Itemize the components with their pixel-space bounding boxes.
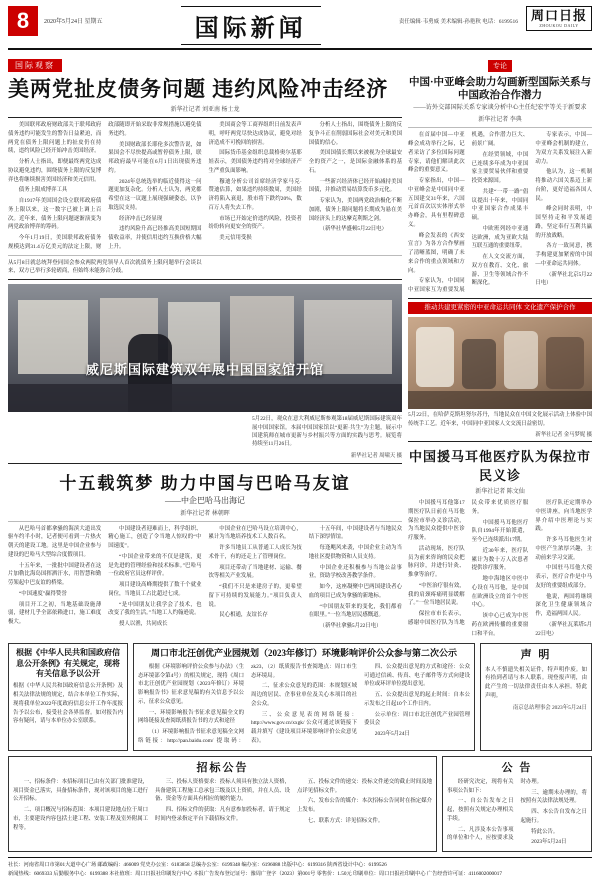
content-grid xyxy=(8,55,592,638)
footer-line-1: 社长：河南省周口市第01大道中心广场 邮政编码：466009 党史办公室：6183858 总编办公室：6199348 编办室：6196088 出版中心：6199316 陕西省设计中心：6199526 xyxy=(8,862,387,869)
paragraph: 四、本公告自发布之日起施行。 xyxy=(520,809,587,824)
notice-right-sign: 南京总站理事会 2023年5月24日 xyxy=(512,704,587,711)
logo-chinese: 周口日报 xyxy=(530,8,587,23)
paragraph: 一些新兴经济体已经开始减持美国国债，并推动贸易结算货币多元化。 xyxy=(308,178,402,194)
section-title: 国际新闻 xyxy=(181,6,321,45)
paragraph: “中国企业带来的不仅是建筑，更是先进的管理经验和技术标准。”巴哈马一位政府官员这样评价。 xyxy=(108,553,202,578)
article3-body xyxy=(408,499,592,638)
notice-center[interactable] xyxy=(133,643,475,750)
paragraph: 二、项目概况与招标范围：本项目建设地点位于周口市，主要建设内容包括土建工程、安装工程及室外附属工程等。 xyxy=(13,807,148,831)
paragraph: 二、凡涉及本公告事项的单位和个人，应按要求及时办理。 xyxy=(447,778,543,842)
notice-right-title: 声 明 xyxy=(520,649,552,662)
paragraph: “我们不只是来建房子的，更希望留下可持续的发展能力。”项目负责人说。 xyxy=(208,584,302,608)
paragraph: 五、公众提出意见的起止时间：自本公示发布之日起10个工作日内。 xyxy=(364,692,470,707)
paragraph: 该中心已成为中医药在欧洲传播的重要窗口和平台。 xyxy=(471,613,529,637)
right-column xyxy=(408,55,592,638)
notice-right[interactable] xyxy=(480,643,592,750)
page-footer xyxy=(8,857,592,879)
right-title: 中国·中亚峰会助力勾画新型国际关系与中国政治合作潜力 xyxy=(408,77,591,102)
photo-1-caption: 5月22日，观众在意大利威尼斯参观第18届威尼斯国际建筑双年展中国国家馆。本届中国国家馆以“更新·共生”为主题，展示中国建筑师在城市更新与乡村振兴等方面的实践与思考。展览将持续至11月26日。 xyxy=(252,416,402,448)
paragraph: 七、联系方式：详见招标文件。 xyxy=(307,817,384,824)
paragraph: 从巴哈马首都拿骚的海滨大道出发驱车约半小时，记者便可看到一片热火朝天的建设工地。这里是中国企业参与建设的巴哈马大型综合度假项目。 xyxy=(8,525,102,558)
paragraph: 中国援马耳他医疗队自1994年开始派遣，至今已连续派出17期。 xyxy=(471,519,529,543)
editor-credits: 责任编辑·韦勇威 美术编辑·孙艳秋 电话：6199516 xyxy=(398,19,518,25)
paragraph: 他认为，这一机制将推动六国关系迈上新台阶，更好造福各国人民。 xyxy=(535,169,592,202)
paragraph: 他说，两国将继续深化卫生健康领域合作，造福两国人民。 xyxy=(535,593,592,617)
photo-2-redbar: 推动共建更紧密的中亚命运共同体 文化遗产保护合作 xyxy=(408,302,592,314)
right-body xyxy=(408,131,592,295)
paragraph: 美国财政部长耶伦多次警告说，如果国会不尽快提高或暂停债务上限，联邦政府最早可能在6月1日出现债务违约。 xyxy=(108,141,202,174)
lead-article xyxy=(8,55,402,276)
notice-right-text: 本人不慎遗失相关证件，特声明作废。如有拾到者请与本人联系。现登报声明，由此产生的一切法律责任由本人承担。特此声明。 xyxy=(485,666,587,699)
photo-1-byline: 新华社记者 周啸天 摄 xyxy=(350,452,402,459)
paragraph: 十五年间，中国建设者与当地民众结下深厚情谊。 xyxy=(308,525,402,541)
paragraph: 2023年5月24日 xyxy=(374,731,410,738)
paragraph: 每逢飓风来袭，中国企业主动为当地社区提供物资和人员支持。 xyxy=(308,545,402,560)
photo-2-caption: 5月22日，在哈萨克斯坦努尔苏丹，当地民众在中国文化展示活动上体验中国传统手工艺。近年来，中国同中亚国家人文交流日益密切。 xyxy=(408,412,592,427)
paragraph: 特此公告。 xyxy=(531,828,559,835)
public-notice-body xyxy=(447,778,587,847)
paragraph: 许多马耳他医生对中医产生浓厚兴趣，主动前来学习交流。 xyxy=(535,537,592,561)
paragraph: 四、招标文件的获取：凡有意参加投标者，请于规定时间内登录指定平台下载招标文件。 xyxy=(155,807,290,822)
paragraph: 经济冲击已经显现 xyxy=(119,215,163,222)
photo-2-image xyxy=(408,317,592,409)
publication-date: 2020年5月24日 星期五 xyxy=(44,19,103,25)
paragraph: 一、自公告发布之日起，按照有关规定办理相关手续。 xyxy=(447,798,514,822)
left-column xyxy=(8,55,402,638)
feature-body xyxy=(8,525,402,631)
page-number: 8 xyxy=(8,6,38,36)
paragraph: 分析人士指出，围绕债务上限的反复争斗正在削弱国际社会对美元和美国国债的信心。 xyxy=(308,122,402,146)
paragraph: 二、征求公众意见的范围：本规划区域周边的居民、企事业单位及关心本项目的社会公众。 xyxy=(251,683,357,707)
notice-left-title: 根据《中华人民共和国政府信息公开条例》有关规定，现将有关信息予以公开 xyxy=(16,648,120,679)
divider xyxy=(8,279,402,280)
divider xyxy=(408,127,592,128)
paragraph: 三、投标人资格要求：投标人须具有独立法人资格，具备建筑工程施工总承包三级及以上资质，并在人员、设备、资金等方面具有相应的履约能力。 xyxy=(155,778,290,803)
paragraph: 在人文交流方面，双方在教育、文化、旅游、卫生等领域合作不断深化。 xyxy=(471,254,529,287)
paragraph: 美国商会等工商界组织日前发表声明，呼吁两党尽快达成协议，避免对经济造成不可挽回的损害。 xyxy=(208,122,302,146)
right-byline: 新华社记者 李典 xyxy=(478,117,522,124)
logo-english: ZHOUKOU DAILY xyxy=(539,23,579,29)
paragraph: 活动现场，医疗队员为前来咨询的民众把脉问诊，并进行针灸、推拿等治疗。 xyxy=(408,545,465,578)
paragraph: 峰会发表的《西安宣言》为各方合作擘画了清晰蓝图，明确了未来合作的重点领域和方向。 xyxy=(408,232,465,274)
feature-byline: 新华社记者 林朝晖 xyxy=(180,510,230,517)
lead-byline: 新华社记者 刘亚南 杨士龙 xyxy=(170,107,240,114)
paragraph: 分析人士指出，即便最终两党达成协议避免违约，围绕债务上限的反复博弈也将继续损害美国经济和美元信用。 xyxy=(8,159,102,183)
paragraph: 五、投标文件的递交：投标文件递交的截止时间及地点详见招标文件。 xyxy=(297,778,432,794)
paragraph: 专家表示，中国—中亚峰会机制的建立，为双方关系发展注入新动力。 xyxy=(535,132,592,165)
paragraph: “中国朋友带来的变化，我们都看在眼里。”一位当地居民感慨道。 xyxy=(308,603,402,619)
paragraph: 专家认为，中国同中亚国家互为重要发展机遇，合作潜力巨大、前景广阔。 xyxy=(408,132,529,294)
photo-1-title: 威尼斯国际建筑双年展中国国家馆开馆 xyxy=(85,362,324,378)
paragraph: （新华社拿骚5月22日电） xyxy=(319,623,382,630)
paragraph: 峰会同时表明，中国坚持走和平发展道路，坚定奉行互利共赢的开放战略。 xyxy=(535,206,592,239)
paragraph: 根据《环境影响评价公众参与办法》（生态环境部令第4号）的相关规定，现将《周口市北汪创优产业园规划（2023年修订）环境影响报告书》征求意见稿的有关信息予以公示，征求公众意见。 xyxy=(138,663,244,705)
paragraph: 许多当地员工从普通工人成长为技术骨干，有的还走上了管理岗位。 xyxy=(208,545,302,560)
paragraph: 市场已开始定价违约风险，投资者纷纷转向更安全的资产。 xyxy=(208,215,302,231)
paragraph: 三、公众意见表的网络链接：http://www.gov.cn/xxgk/ 公众可通过该链接下载并填写《建设项目环境影响评价公众意见表》。 xyxy=(251,711,357,744)
feature-headline: 十五载筑梦 助力中国与巴哈马友谊 xyxy=(59,473,351,493)
divider xyxy=(8,463,402,464)
photo-2-byline: 新华社记者 金马梦妮 摄 xyxy=(535,432,592,438)
lead-body xyxy=(8,121,402,252)
notice-left-text: 根据《中华人民共和国政府信息公开条例》及相关法律法规的规定，结合本单位工作实际，现将我单位2022年度政府信息公开工作年度报告予以公布，接受社会各界监督。如对报告内容有疑问，请与本单位办公室联系。 xyxy=(13,683,123,725)
paragraph: 中国援马耳他第17期医疗队日前在马耳他保拉市举办义诊活动，为当地民众提供中医诊疗服务。 xyxy=(408,500,465,541)
paragraph: 美国国债长期以来被视为全球最安全的资产之一，是国际金融体系的基石。 xyxy=(308,150,402,174)
newspaper-logo xyxy=(526,6,592,31)
paragraph: 2023年5月24日 xyxy=(531,839,567,846)
paragraph: 今年1月19日，美国联邦政府债务规模达到31.4万亿美元的法定上限，财政部随即开始采取非常规措施以避免债务违约。 xyxy=(8,122,202,250)
bottom-ads-row xyxy=(8,756,592,853)
paragraph: 自1917年美国国会设立联邦政府债务上限以来，这一数字已被上调上百次。近年来，债务上限问题逐渐演变为两党政治博弈的筹码。 xyxy=(8,198,102,231)
paragraph: 民心相通，友谊长存 xyxy=(219,612,268,619)
paragraph: 在首届中国—中亚峰会成功举行之际，记者采访了多位国际问题专家，请他们解读此次峰会的重要意义。 xyxy=(408,132,465,174)
paragraph: 经研究决定，现将有关事项公告如下： xyxy=(447,778,514,794)
article3-byline: 新华社记者 陈文仙 xyxy=(475,489,525,495)
tender-announcement[interactable] xyxy=(8,756,437,853)
lead-tag: 国际观察 xyxy=(8,59,62,72)
photo-story-1 xyxy=(8,284,402,459)
public-notice-title: 公 告 xyxy=(501,761,533,774)
paragraph: “中医治疗很有效，我的肩颈疼痛明显缓解了。”一位当地居民说。 xyxy=(408,582,465,607)
right-subtitle: ——访外交部国际关系专家谈分析中心主任纪宏宇等关于新要求 xyxy=(413,104,587,112)
paragraph: 授人以渔，共同成长 xyxy=(119,621,168,628)
paragraph: （1）环境影响报告书征求意见稿全文网络链接：http://pan.baidu.com/ 提取码：zk23，（2）纸质报告书查阅地点：周口市生态环境局。 xyxy=(138,663,357,744)
paragraph: 地中海地区中医中心设在马耳他，是中国在欧洲设立的首个中医中心。 xyxy=(471,576,529,609)
paragraph: 中国建设者迎难而上，科学组织、精心施工，创造了令当地人惊叹的“中国速度”。 xyxy=(108,525,202,550)
paragraph: 违约风险升高已经推高美国短期国债收益率，并使信用违约互换价格大幅上升。 xyxy=(108,226,202,250)
paragraph: 美元信用受损 xyxy=(219,235,252,242)
divider xyxy=(8,117,402,118)
paragraph: 2024年总统选举的临近使得这一问题更加复杂化。分析人士认为，两党都希望在这一议题上展现强硬姿态，以争取选民支持。 xyxy=(108,178,202,211)
divider xyxy=(8,521,402,522)
paragraph: 六、发布公告的媒介：本次招标公告同时在指定媒介上发布。 xyxy=(297,798,432,814)
paragraph: 专家指出，中国—中亚峰会是中国同中亚五国建交31年来，六国元首首次以实体形式举办峰会，具有里程碑意义。 xyxy=(408,178,465,228)
feature-subhead: ——中企巴哈马出海记 xyxy=(165,495,245,505)
paragraph: （新华社瓦莱塔5月22日电） xyxy=(535,621,592,637)
notice-center-title: 周口市北汪创优产业园规划（2023年修订）环境影响评价公众参与第二次公示 xyxy=(150,648,457,659)
lead-footnote: 从5月8日就总统拜登同国会参众两院两党领导人首次就债务上限问题举行会谈以来，双方已举行多轮磋商，但始终未能弥合分歧。 xyxy=(8,259,202,275)
section-title-wrap xyxy=(103,6,399,45)
right-tag: 专论 xyxy=(488,60,512,72)
paragraph: 项目建设高峰期提供了数千个就业岗位，当地员工占比超过七成。 xyxy=(108,582,202,597)
notice-left[interactable] xyxy=(8,643,128,750)
divider xyxy=(8,255,402,256)
paragraph: 三、逾期未办理的，将按照有关法律法规处理。 xyxy=(520,789,587,805)
paragraph: 保拉市市长表示，感谢中国医疗队为当地民众带来优质医疗服务。 xyxy=(408,500,529,626)
lead-headline: 美两党扯皮债务问题 违约风险冲击经济 xyxy=(8,77,389,101)
masthead xyxy=(8,6,592,50)
divider xyxy=(408,441,592,442)
paragraph: 穆迪分析公司首席经济学家马克·赞迪估算，如果违约持续数周，美国经济将陷入衰退，股市将下跌约20%，数百万人将失去工作。 xyxy=(208,178,302,211)
article3-headline: 中国援马耳他医疗队为保拉市民义诊 xyxy=(408,449,591,483)
paragraph: 共建“一带一路”倡议提出十年来，中国同中亚国家合作成果丰硕。 xyxy=(471,188,529,222)
paragraph: 国际货币基金组织总裁格奥尔基耶娃表示，美国债务违约将对全球经济产生严重负面影响。 xyxy=(208,150,302,174)
paragraph: 中国企业在巴哈马设立培训中心，累计为当地培养技术工人数百名。 xyxy=(208,525,302,541)
feature-article xyxy=(8,469,402,631)
paragraph: 项目还带动了当地建材、运输、餐饮等相关产业发展。 xyxy=(208,564,302,580)
paragraph: “是中国朋友让我学会了技术，也改变了我的生活。”当地工人约翰逊说。 xyxy=(108,601,202,617)
paragraph: 中国驻马耳他大使表示，医疗合作是中马友好的重要组成部分。 xyxy=(535,565,592,589)
tender-title: 招标公告 xyxy=(196,761,249,774)
photo-1-image xyxy=(8,284,402,412)
notices-row xyxy=(8,643,592,750)
paragraph: 专家认为，美国两党政治极化不断加剧，债务上限问题将长期成为悬在美国经济头上的达摩克利斯之剑。 xyxy=(308,198,402,222)
paragraph: 在经贸领域，中国已连续多年成为中亚国家主要贸易伙伴和重要投资来源国。 xyxy=(471,151,529,185)
paragraph: 如今，这座凝聚中巴两国建设者心血的项目已成为拿骚的新地标。 xyxy=(308,584,402,599)
paragraph: 医疗队还定期举办中医讲座，向当地医学界介绍中医理论与实践。 xyxy=(535,500,592,533)
divider xyxy=(408,298,592,299)
paragraph: “中国速度”赢得赞誉 xyxy=(18,590,67,597)
paragraph: 中国企业还积极参与当地公益事业，资助学校改善教学条件。 xyxy=(308,564,402,580)
paragraph: 中欧班列经中亚通达欧洲，成为亚欧大陆互联互通的重要纽带。 xyxy=(471,225,529,250)
paragraph: 项目开工之初，当地基础设施薄弱，建材几乎全部依赖进口，施工难度极大。 xyxy=(8,601,102,626)
paragraph: 债务上限成博弈工具 xyxy=(18,187,68,194)
paragraph: 十五年来，一批批中国建设者在这片加勒比海岛国挥洒汗水，用智慧和勤劳架起中巴友谊的桥梁。 xyxy=(8,562,102,587)
paragraph: 近30年来，医疗队累计为数十万人次患者提供诊疗服务。 xyxy=(471,547,529,572)
paragraph: （新华社华盛顿5月22日电） xyxy=(319,226,387,233)
paragraph: 公示单位：周口市北汪创优产业园管理委员会 xyxy=(364,711,470,727)
tender-body xyxy=(13,778,432,833)
paragraph: 美国联邦政府财政部关于联邦政府债务违约可能发生的警告日益紧迫，而两党在债务上限问题上的扯皮仍在持续，违约风险已经开始冲击美国经济。 xyxy=(8,122,102,155)
paragraph: 四、公众提出意见的方式和途径：公众可通过信函、传真、电子邮件等方式向建设单位或环评单位提出意见。 xyxy=(364,663,470,688)
public-notice[interactable] xyxy=(442,756,592,853)
paragraph: 各方一致同意，携手构建更加紧密的中国—中亚命运共同体。 xyxy=(535,243,592,267)
footer-line-2: 新闻热线：6069333 后勤服务中心：6199388 本社值班：周口日报社印刷发行中心 本报广告发布登记证号：豫周广登字（2023）第001号 零售价：1.50元 印刷单位：周口日报社印刷中心 广告经营许可证：4116002000017 xyxy=(8,871,502,878)
notice-center-body xyxy=(138,663,470,746)
paragraph: （新华社北京5月22日电） xyxy=(535,271,592,287)
paragraph: 一、环境影响报告书征求意见稿全文的网络链接及查阅纸质报告书的方式和途径 xyxy=(138,709,244,725)
paragraph: 一、招标条件：本招标项目已由有关部门批准建设，项目资金已落实，具备招标条件，现对该项目的施工进行公开招标。 xyxy=(13,778,148,803)
